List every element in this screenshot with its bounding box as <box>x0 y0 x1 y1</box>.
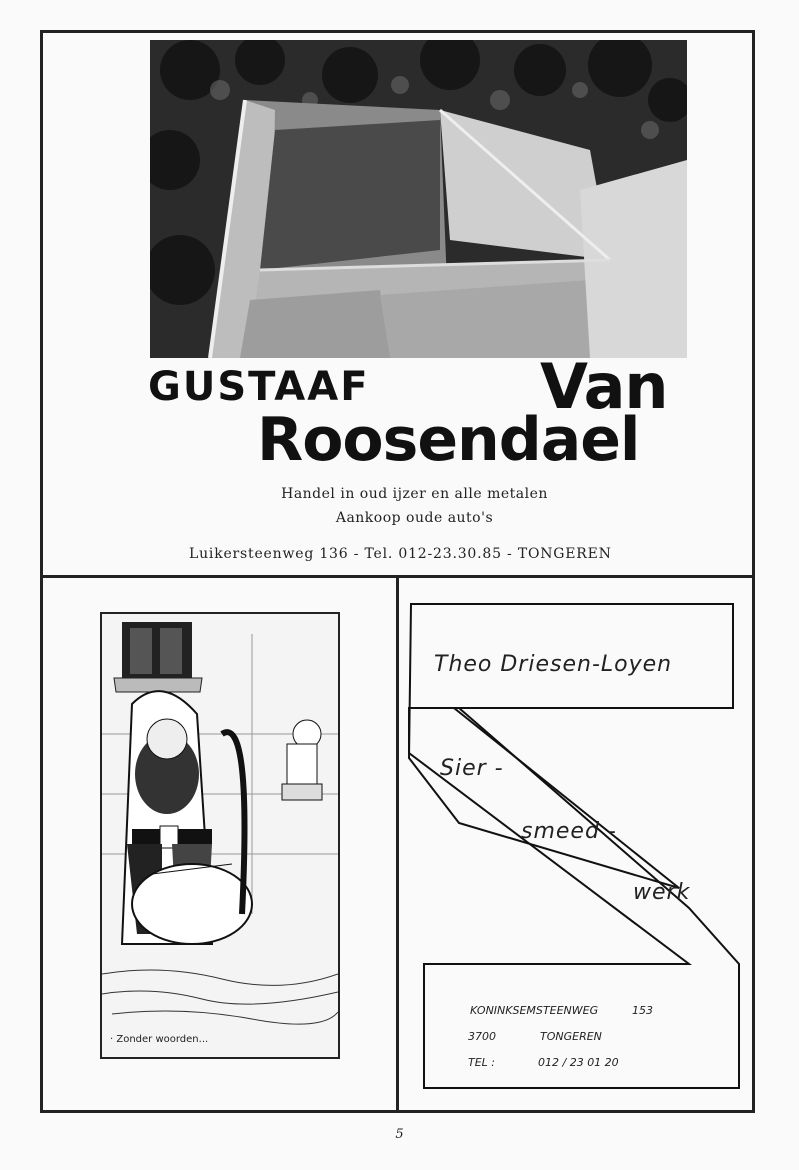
city-name: TONGEREN <box>540 1030 602 1043</box>
cartoon-illustration <box>100 612 340 1059</box>
scrap-metal-photo <box>150 40 687 358</box>
business-description: Handel in oud ijzer en alle metalen <box>281 486 548 502</box>
first-name: GUSTAAF <box>148 364 370 410</box>
surname: Roosendael <box>257 405 640 475</box>
street-name: KONINKSEMSTEENWEG <box>470 1004 599 1017</box>
cartoon-caption: · Zonder woorden... <box>110 1034 209 1045</box>
house-number: 153 <box>632 1004 653 1017</box>
owner-name: Theo Driesen-Loyen <box>434 652 673 677</box>
contact-address: Luikersteenweg 136 - Tel. 012-23.30.85 - TONGEREN <box>189 546 612 562</box>
page-number: 5 <box>395 1127 404 1142</box>
surname-prefix: Van <box>540 350 668 423</box>
telephone-label: TEL : <box>468 1056 496 1069</box>
postal-code: 3700 <box>468 1030 496 1043</box>
word-sier: Sier - <box>440 756 504 781</box>
word-smeed: smeed - <box>521 819 617 844</box>
business-subline: Aankoop oude auto's <box>335 510 494 526</box>
telephone-number: 012 / 23 01 20 <box>538 1056 619 1069</box>
word-werk: werk <box>633 880 691 905</box>
